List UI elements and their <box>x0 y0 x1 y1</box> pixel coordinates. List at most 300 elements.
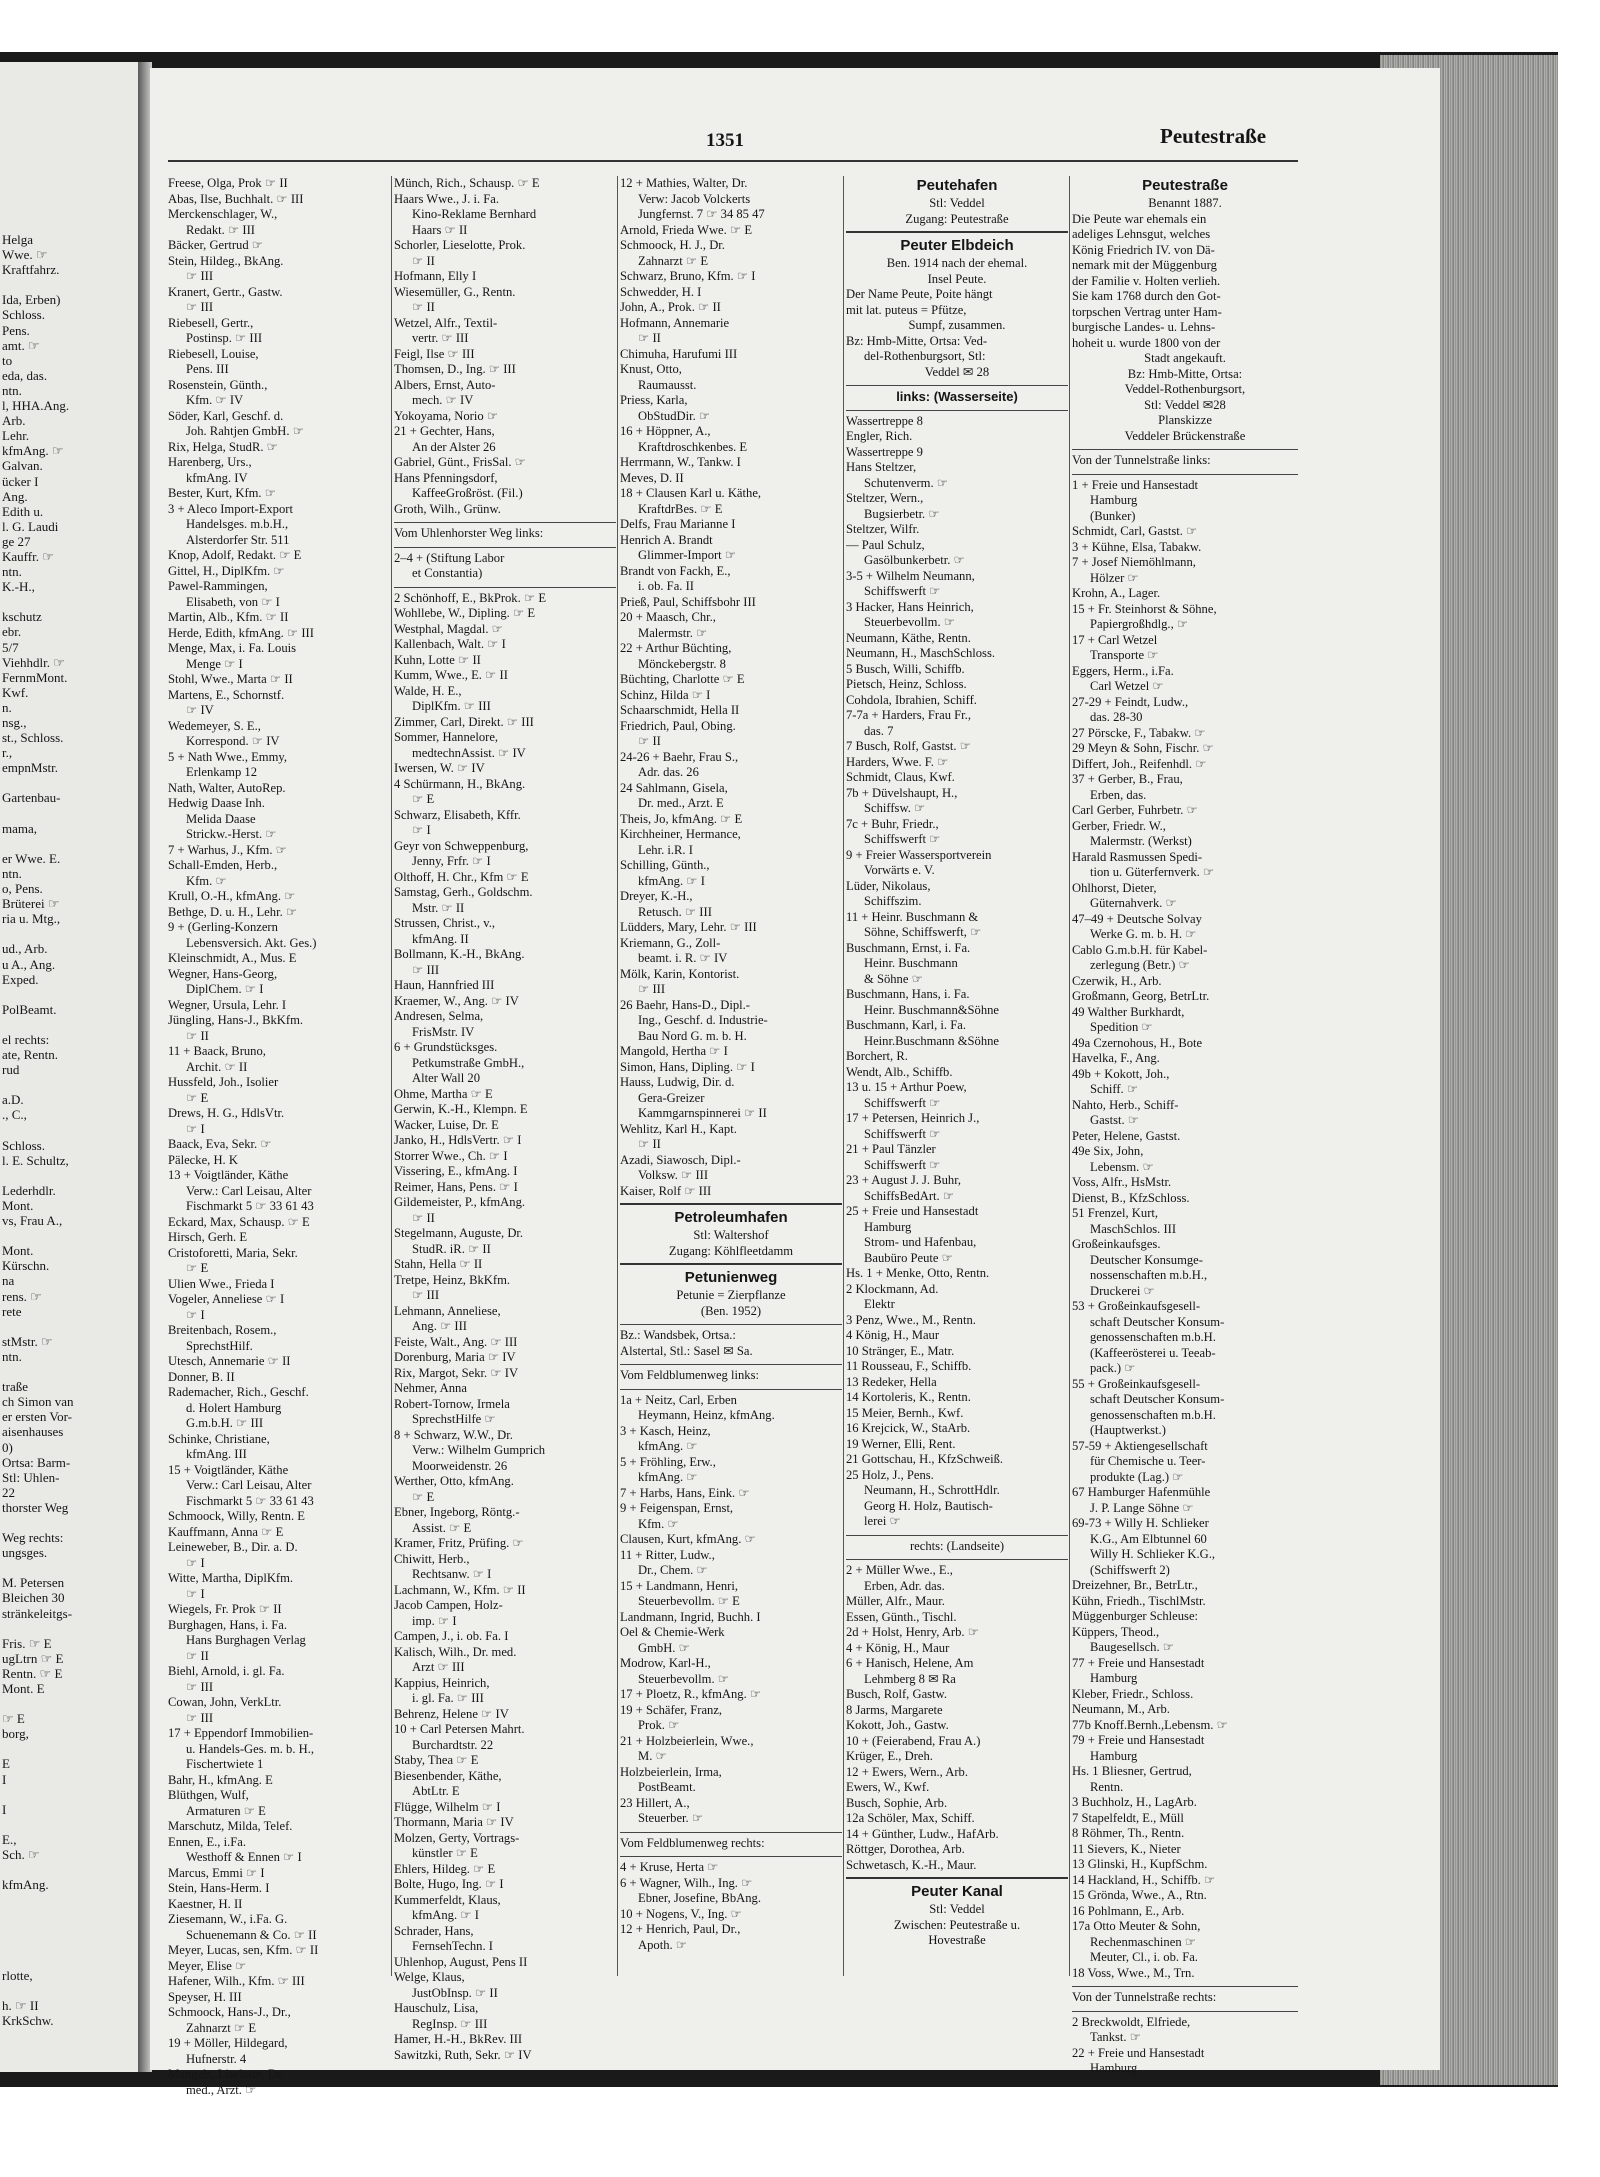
left-fragment-line: Kraftfahrz. <box>2 262 60 278</box>
entry-line: 7-7a + Harders, Frau Fr., <box>846 708 971 722</box>
left-fragment-line <box>2 1953 136 1968</box>
entry-line: 6 + Wagner, Wilh., Ing. ☞ <box>620 1875 753 1890</box>
entry-line: Harenberg, Urs., <box>168 455 252 469</box>
left-fragment-line: ., C., <box>2 1107 27 1123</box>
entry-continuation: Fischmarkt 5 ☞ 33 61 43 <box>186 1493 314 1508</box>
left-fragment-line: Helga <box>2 232 34 247</box>
entry-line: Knop, Adolf, Redakt. ☞ E <box>168 548 302 562</box>
entry-line: 21 + Gechter, Hans, <box>394 424 495 438</box>
left-fragment-line: K.-H., <box>2 579 35 595</box>
left-fragment-line: Stl: Uhlen- <box>2 1469 60 1485</box>
left-fragment-line: l. E. Schultz, <box>2 1152 69 1168</box>
entry-line: Robert-Tornow, Irmela <box>394 1396 510 1411</box>
centered-note: Benannt 1887. <box>1148 196 1222 210</box>
entry-line: Stein, Hans-Herm. I <box>168 1881 270 1895</box>
entry-continuation: Güternahverk. ☞ <box>1090 896 1177 910</box>
entry-line: 5 + Nath Wwe., Emmy, <box>168 749 288 764</box>
entry-continuation: pack.) ☞ <box>1090 1361 1136 1375</box>
rule-line <box>620 1389 842 1390</box>
entry-line: Hans Steltzer, <box>846 460 917 474</box>
entry-line: Buschmann, Hans, i. Fa. <box>846 987 970 1001</box>
entry-continuation: ☞ E <box>186 1261 209 1275</box>
entry-line: 67 Hamburger Hafenmühle <box>1072 1485 1211 1499</box>
entry-line: 16 Krejcick, W., StaArb. <box>846 1421 971 1435</box>
entry-line: Riebesell, Gertr., <box>168 315 254 330</box>
entry-line: hoheit u. wurde 1800 von der <box>1072 335 1221 350</box>
entry-continuation: das. 7 <box>864 723 894 738</box>
street-heading: Petunienweg <box>684 1269 778 1286</box>
entry-continuation: Steuerber. ☞ <box>638 1811 704 1825</box>
entry-line: Werther, Otto, kfmAng. <box>394 1474 514 1488</box>
entry-line: 2d + Holst, Henry, Arb. ☞ <box>846 1625 980 1639</box>
entry-continuation: Steuerbevollm. ☞ <box>864 615 956 629</box>
entry-line: Wendt, Alb., Schiffb. <box>846 1064 953 1079</box>
left-fragment-line <box>2 1923 136 1938</box>
entry-line: Landmann, Ingrid, Buchh. I <box>620 1609 761 1624</box>
entry-line: Brandt von Fackh, E., <box>620 563 731 578</box>
entry-line: 18 + Clausen Karl u. Käthe, <box>620 486 762 500</box>
column-divider <box>1069 176 1070 1976</box>
entry-line: Wedemeyer, S. E., <box>168 718 261 733</box>
column-5 <box>1072 176 1298 2077</box>
entry-continuation: Joh. Rahtjen GmbH. ☞ <box>186 424 304 438</box>
entry-line: torpschen Vertrag unter Ham- <box>1072 304 1222 319</box>
entry-continuation: kfmAng. ☞ I <box>412 1908 479 1922</box>
entry-line: Wassertreppe 9 <box>846 444 923 459</box>
entry-continuation: Hans Burghagen Verlag <box>186 1633 306 1647</box>
entry-continuation: ☞ III <box>186 300 214 314</box>
entry-line: 21 Gottschau, H., KfzSchweiß. <box>846 1452 1004 1466</box>
entry-line: Großmann, Georg, BetrLtr. <box>1072 989 1210 1003</box>
entry-line: Hamer, H.-H., BkRev. III <box>394 2032 523 2046</box>
entry-line: Czerwik, H., Arb. <box>1072 973 1162 988</box>
entry-continuation: Söhne, Schiffswerft, ☞ <box>864 925 982 939</box>
left-fragment-line: ungsges. <box>2 1545 48 1561</box>
entry-line: 49e Six, John, <box>1072 1144 1144 1158</box>
left-fragment-line: Kürschn. <box>2 1258 50 1274</box>
left-fragment-line: er ersten Vor- <box>2 1409 73 1425</box>
entry-line: Bester, Kurt, Kfm. ☞ <box>168 486 277 500</box>
entry-continuation: lerei ☞ <box>864 1514 901 1528</box>
entry-line: Hs. 1 Bliesner, Gertrud, <box>1072 1764 1192 1778</box>
left-fragment-line <box>2 1696 136 1711</box>
entry-line: Biehl, Arnold, i. gl. Fa. <box>168 1664 285 1678</box>
entry-line: Dorenburg, Maria ☞ IV <box>394 1350 516 1364</box>
entry-line: Dreyer, K.-H., <box>620 889 693 903</box>
entry-line: Steltzer, Wilfr. <box>846 522 920 536</box>
entry-line: 79 + Freie und Hansestadt <box>1072 1733 1205 1747</box>
entry-line: Kokott, Joh., Gastw. <box>846 1718 949 1732</box>
entry-line: Oel & Chemie-Werk <box>620 1625 725 1639</box>
left-fragment-line: Ang. <box>2 488 28 504</box>
centered-note: rechts: (Landseite) <box>909 1538 1005 1553</box>
entry-continuation: Fischmarkt 5 ☞ 33 61 43 <box>186 1199 314 1213</box>
left-fragment-line: I <box>2 1801 7 1817</box>
entry-continuation: Hamburg <box>1090 493 1138 507</box>
entry-line: Groth, Wilh., Grünw. <box>394 501 501 516</box>
left-fragment-line: Fris. ☞ E <box>2 1635 52 1651</box>
entry-line: Schmidt, Carl, Gastst. ☞ <box>1072 524 1198 538</box>
entry-continuation: Archit. ☞ II <box>186 1059 248 1074</box>
entry-continuation: et Constantia) <box>412 566 483 580</box>
rule-line <box>846 410 1068 411</box>
entry-line: 15 Grönda, Wwe., A., Rtn. <box>1072 1888 1207 1902</box>
entry-line: 24 Sahlmann, Gisela, <box>620 780 728 795</box>
entry-line: Kleber, Friedr., Schloss. <box>1072 1686 1194 1701</box>
entry-continuation: Heinr.Buschmann &Söhne <box>864 1033 1000 1048</box>
rule-line <box>846 231 1068 233</box>
entry-line: Donner, B. II <box>168 1369 235 1384</box>
entry-line: Sawitzki, Ruth, Sekr. ☞ IV <box>394 2047 532 2062</box>
left-fragment-line: Schloss. <box>2 1137 45 1153</box>
entry-line: 3 Hacker, Hans Heinrich, <box>846 599 974 614</box>
entry-line: Sie kam 1768 durch den Got- <box>1072 289 1221 303</box>
entry-line: Harald Rasmussen Spedi- <box>1072 849 1203 864</box>
rule-line <box>620 1832 842 1833</box>
rule-line <box>1072 1986 1298 1987</box>
left-fragment-line <box>2 1319 136 1334</box>
centered-note: Petunie = Zierpflanze <box>676 1288 786 1302</box>
entry-line: Schinke, Christiane, <box>168 1431 270 1446</box>
rule-line <box>846 1877 1068 1879</box>
entry-continuation: Steuerbevollm. ☞ <box>638 1671 730 1686</box>
entry-continuation: Prok. ☞ <box>638 1718 680 1732</box>
entry-line: Voss, Alfr., HsMstr. <box>1072 1175 1172 1189</box>
entry-line: Feigl, Ilse ☞ III <box>394 346 475 361</box>
entry-line: Stohl, Wwe., Marta ☞ II <box>168 672 293 686</box>
entry-continuation: Pens. III <box>186 362 229 376</box>
entry-line: Vom Feldblumenweg rechts: <box>620 1835 765 1850</box>
left-fragment-line: Exped. <box>2 971 39 987</box>
entry-line: Hedwig Daase Inh. <box>168 796 265 810</box>
entry-continuation: ObStudDir. ☞ <box>638 408 711 423</box>
entry-line: John, A., Prok. ☞ II <box>620 300 721 314</box>
left-fragment-line: ch Simon van <box>2 1394 74 1410</box>
entry-line: Baack, Eva, Sekr. ☞ <box>168 1137 272 1151</box>
entry-line: Schinz, Hilda ☞ I <box>620 687 711 702</box>
entry-continuation: Hamburg <box>864 1219 912 1234</box>
entry-line: Bäcker, Gertrud ☞ <box>168 238 264 252</box>
column-4 <box>846 176 1068 1949</box>
entry-line: 14 Kortoleris, K., Rentn. <box>846 1390 971 1404</box>
entry-continuation: Willy H. Schlieker K.G., <box>1090 1547 1216 1561</box>
entry-continuation: Steuerbevollm. ☞ E <box>638 1594 740 1608</box>
entry-line: 3-5 + Wilhelm Neumann, <box>846 568 975 583</box>
left-fragment-line <box>2 1817 136 1832</box>
entry-continuation: FernsehTechn. I <box>412 1939 493 1953</box>
left-fragment-line <box>2 1741 136 1756</box>
entry-continuation: MaschSchlos. III <box>1090 1221 1177 1236</box>
entry-continuation: kfmAng. ☞ <box>638 1470 698 1484</box>
entry-continuation: Verw.: Carl Leisau, Alter <box>186 1478 312 1492</box>
entry-continuation: DiplChem. ☞ I <box>186 982 264 996</box>
entry-line: Rix, Helga, StudR. ☞ <box>168 439 278 454</box>
entry-continuation: Ebner, Josefine, BbAng. <box>638 1891 761 1905</box>
rule-line <box>846 1559 1068 1560</box>
centered-note: Zugang: Köhlfleetdamm <box>668 1243 794 1258</box>
entry-line: Leineweber, B., Dir. a. D. <box>168 1540 298 1554</box>
left-fragment-line: ria u. Mtg., <box>2 911 61 927</box>
entry-line: Andresen, Selma, <box>394 1009 484 1023</box>
left-fragment-line: ud., Arb. <box>2 941 48 957</box>
entry-continuation: zerlegung (Betr.) ☞ <box>1090 958 1190 972</box>
centered-note: (Ben. 1952) <box>700 1303 762 1318</box>
entry-continuation: Erben, Adr. das. <box>864 1578 945 1593</box>
entry-continuation: GmbH. ☞ <box>638 1640 690 1655</box>
running-head: Peutestraße <box>1160 124 1267 148</box>
entry-line: 77b Knoff.Bernh.,Lebensm. ☞ <box>1072 1717 1228 1732</box>
entry-line: 4 Schürmann, H., BkAng. <box>394 776 526 791</box>
entry-line: Müggenburger Schleuse: <box>1072 1609 1199 1623</box>
entry-line: Ewers, W., Kwf. <box>846 1780 930 1794</box>
entry-line: Zimmer, Carl, Direkt. ☞ III <box>394 714 534 729</box>
entry-continuation: Schiffsw. ☞ <box>864 801 926 815</box>
entry-continuation: ☞ I <box>186 1586 205 1601</box>
left-fragment-line: kfmAng. ☞ <box>2 443 64 459</box>
left-fragment-line: l, HHA.Ang. <box>2 398 70 414</box>
entry-continuation: Kfm. ☞ <box>638 1516 679 1531</box>
entry-line: Hussfeld, Joh., Isolier <box>168 1075 279 1089</box>
left-fragment-line <box>2 836 136 851</box>
left-fragment-line: rlotte, <box>2 1967 33 1983</box>
entry-continuation: ☞ I <box>186 1307 205 1322</box>
entry-continuation: Meuter, Cl., i. ob. Fa. <box>1090 1950 1198 1964</box>
left-fragment-line: ge 27 <box>2 533 31 549</box>
entry-line: Kirchheiner, Hermance, <box>620 827 741 841</box>
entry-line: 53 + Großeinkaufsgesell- <box>1072 1299 1201 1313</box>
entry-line: Engler, Rich. <box>846 429 913 443</box>
entry-line: 9 + Freier Wassersportverein <box>846 847 992 862</box>
entry-line: Schmidt, Claus, Kwf. <box>846 770 955 784</box>
entry-line: 3 Buchholz, H., LagArb. <box>1072 1795 1197 1809</box>
entry-continuation: ☞ II <box>638 331 661 345</box>
left-fragment-line: ntn. <box>2 1348 22 1364</box>
entry-continuation: ☞ IV <box>186 703 214 717</box>
entry-line: Wiegels, Fr. Prok ☞ II <box>168 1602 282 1616</box>
entry-continuation: Carl Wetzel ☞ <box>1090 679 1164 693</box>
entry-line: Hauss, Ludwig, Dir. d. <box>620 1075 735 1089</box>
left-fragment-line: er Wwe. E. <box>2 850 61 866</box>
entry-line: Bethge, D. u. H., Lehr. ☞ <box>168 904 298 919</box>
entry-continuation: SprechstHilf. <box>186 1338 253 1353</box>
entry-line: 11 + Heinr. Buschmann & <box>846 909 979 924</box>
entry-continuation: Neumann, H., SchrottHdlr. <box>864 1483 1000 1497</box>
entry-line: Kumm, Wwe., E. ☞ II <box>394 668 508 682</box>
entry-continuation: ☞ II <box>412 300 435 314</box>
entry-line: Nath, Walter, AutoRep. <box>168 780 286 795</box>
entry-line: Chimuha, Harufumi III <box>620 346 738 361</box>
entry-continuation: FrisMstr. IV <box>412 1024 475 1039</box>
entry-line: Marcus, Emmi ☞ I <box>168 1865 265 1880</box>
entry-continuation: schaft Deutscher Konsum- <box>1090 1314 1225 1329</box>
entry-line: 8 + Schwarz, W.W., Dr. <box>394 1427 513 1442</box>
entry-line: 3 + Kasch, Heinz, <box>620 1423 711 1438</box>
entry-line: 19 + Schäfer, Franz, <box>620 1702 723 1717</box>
entry-continuation: d. Holert Hamburg <box>186 1400 282 1415</box>
entry-line: Bz.: Wandsbek, Ortsa.: <box>620 1328 736 1342</box>
entry-continuation: vertr. ☞ III <box>412 331 469 345</box>
entry-line: Behrenz, Helene ☞ IV <box>394 1706 509 1721</box>
entry-continuation: Assist. ☞ E <box>412 1520 472 1535</box>
street-heading: Peuter Kanal <box>911 1883 1003 1900</box>
column-2 <box>394 176 616 2063</box>
entry-line: Albers, Ernst, Auto- <box>394 377 496 392</box>
left-fragment-line: rud <box>2 1062 20 1078</box>
entry-line: 4 + Kruse, Herta ☞ <box>620 1860 719 1874</box>
entry-line: Chiwitt, Herb., <box>394 1551 470 1566</box>
entry-line: Campen, J., i. ob. Fa. I <box>394 1629 509 1643</box>
left-fragment-line: ntn. <box>2 865 22 881</box>
entry-line: Marschutz, Milda, Telef. <box>168 1819 293 1833</box>
left-fragment-line: nsg., <box>2 715 27 730</box>
entry-line: Die Peute war ehemals ein <box>1072 211 1207 226</box>
entry-line: Harders, Wwe. F. ☞ <box>846 754 949 769</box>
entry-continuation: ☞ III <box>186 1710 214 1725</box>
entry-continuation: Baubüro Peute ☞ <box>864 1250 953 1265</box>
entry-line: Kraemer, W., Ang. ☞ IV <box>394 993 519 1008</box>
left-fragment-line: ate, Rentn. <box>2 1047 58 1063</box>
entry-continuation: An der Alster 26 <box>412 439 496 454</box>
entry-continuation: beamt. i. R. ☞ IV <box>638 951 728 965</box>
entry-line: Kaiser, Rolf ☞ III <box>620 1183 712 1198</box>
entry-line: Havelka, F., Ang. <box>1072 1051 1160 1065</box>
entry-continuation: Transporte ☞ <box>1090 648 1159 662</box>
entry-continuation: Hölzer ☞ <box>1090 570 1139 585</box>
entry-line: 17 + Eppendorf Immobilien- <box>168 1726 314 1740</box>
entry-line: 12 + Henrich, Paul, Dr., <box>620 1922 741 1936</box>
entry-line: Büchting, Charlotte ☞ E <box>620 672 745 686</box>
entry-line: 2 Klockmann, Ad. <box>846 1281 939 1296</box>
entry-line: 7 + Harbs, Hans, Eink. ☞ <box>620 1485 750 1500</box>
entry-line: Hauschulz, Lisa, <box>394 2001 479 2015</box>
rule-line <box>394 547 616 548</box>
left-fragment-line: u A., Ang. <box>2 956 56 972</box>
left-fragment-line <box>2 1983 136 1998</box>
column-1 <box>168 176 390 2098</box>
entry-line: burgische Landes- u. Lehns- <box>1072 320 1216 334</box>
entry-line: Abas, Ilse, Buchhalt. ☞ III <box>168 191 304 206</box>
entry-continuation: ☞ E <box>412 792 435 806</box>
left-fragment-line: Weg rechts: <box>2 1530 64 1546</box>
centered-note: Hovestraße <box>928 1933 986 1947</box>
entry-line: Hirsch, Gerh. E <box>168 1230 248 1244</box>
left-fragment-line: el rechts: <box>2 1031 50 1047</box>
entry-continuation: Strickw.-Herst. ☞ <box>186 827 277 841</box>
left-fragment-line: st., Schloss. <box>2 730 64 746</box>
entry-line: 22 + Arthur Büchting, <box>620 641 732 655</box>
entry-line: Kauffmann, Anna ☞ E <box>168 1524 284 1539</box>
entry-continuation: SchiffsBedArt. ☞ <box>864 1188 955 1203</box>
left-fragment-line: Bleichen 30 <box>2 1590 65 1606</box>
entry-continuation: Ing., Geschf. d. Industrie- <box>638 1013 768 1027</box>
entry-continuation: Jenny, Frfr. ☞ I <box>412 854 491 868</box>
entry-line: 4 + König, H., Maur <box>846 1640 950 1655</box>
left-fragment-line: stMstr. ☞ <box>2 1333 53 1349</box>
entry-continuation: Verw.: Wilhelm Gumprich <box>412 1443 546 1457</box>
entry-line: Hs. 1 + Menke, Otto, Rentn. <box>846 1266 990 1280</box>
entry-line: Bahr, H., kfmAng. E <box>168 1772 273 1787</box>
entry-continuation: ☞ II <box>186 1028 209 1043</box>
left-fragment-line: PolBeamt. <box>2 1001 57 1017</box>
entry-continuation: (Schiffswerft 2) <box>1090 1562 1170 1577</box>
left-page-text-fragments <box>2 232 136 2028</box>
entry-line: 21 + Holzbeierlein, Wwe., <box>620 1733 754 1748</box>
entry-continuation: del-Rothenburgsort, Stl: <box>864 349 986 363</box>
entry-line: Knust, Otto, <box>620 362 682 376</box>
entry-line: 22 + Freie und Hansestadt <box>1072 2045 1205 2060</box>
entry-line: 7b + Düvelshaupt, H., <box>846 785 958 800</box>
left-fragment-line <box>2 1621 136 1636</box>
entry-line: 10 + (Feierabend, Frau A.) <box>846 1733 981 1748</box>
column-divider <box>391 176 392 1976</box>
left-fragment-line <box>2 1938 136 1953</box>
entry-continuation: (Bunker) <box>1090 508 1136 523</box>
entry-line: Wacker, Luise, Dr. E <box>394 1117 499 1132</box>
entry-line: Thormann, Maria ☞ IV <box>394 1815 514 1829</box>
entry-continuation: Schiffswerft ☞ <box>864 584 941 598</box>
entry-line: 47–49 + Deutsche Solvay <box>1072 911 1202 926</box>
entry-line: 13 + Voigtländer, Käthe <box>168 1168 289 1182</box>
entry-continuation: Spedition ☞ <box>1090 1020 1153 1034</box>
entry-line: 7 + Warhus, J., Kfm. ☞ <box>168 842 287 857</box>
entry-continuation: Papiergroßhdlg., ☞ <box>1090 617 1189 631</box>
left-fragment-line: 0) <box>2 1439 13 1455</box>
entry-continuation: Westhoff & Ennen ☞ I <box>186 1850 302 1864</box>
centered-note: Stadt angekauft. <box>1144 351 1226 365</box>
entry-line: Vom Feldblumenweg links: <box>620 1368 759 1382</box>
entry-continuation: das. 28-30 <box>1090 710 1143 724</box>
entry-line: Uhlenhop, August, Pens II <box>394 1954 528 1969</box>
entry-continuation: Heinr. Buschmann <box>864 956 958 970</box>
entry-line: 17 + Ploetz, R., kfmAng. ☞ <box>620 1687 762 1701</box>
entry-line: 55 + Großeinkaufsgesell- <box>1072 1376 1201 1391</box>
entry-continuation: Verw: Jacob Volckerts <box>638 191 751 206</box>
left-fragment-line: FernmMont. <box>2 669 68 685</box>
entry-continuation: Haars ☞ II <box>412 222 468 237</box>
entry-line: Burghagen, Hans, i. Fa. <box>168 1617 288 1632</box>
entry-line: Der Name Peute, Poite hängt <box>846 287 993 301</box>
entry-continuation: Volksw. ☞ III <box>638 1168 709 1182</box>
entry-line: Rix, Margot, Sekr. ☞ IV <box>394 1365 519 1380</box>
entry-line: Tretpe, Heinz, BkKfm. <box>394 1272 511 1287</box>
entry-line: Kallenbach, Walt. ☞ I <box>394 637 506 651</box>
entry-line: Schwetasch, K.-H., Maur. <box>846 1857 977 1872</box>
entry-line: 27 Pörscke, F., Tabakw. ☞ <box>1072 725 1206 740</box>
entry-continuation: Tankst. ☞ <box>1090 2030 1141 2044</box>
column-divider <box>843 176 844 1976</box>
entry-continuation: Schiffswerft ☞ <box>864 1126 941 1141</box>
entry-line: 49 Walther Burkhardt, <box>1072 1004 1185 1019</box>
left-fragment-line: amt. ☞ <box>2 337 40 353</box>
entry-continuation: Lehr. i.R. I <box>638 842 693 857</box>
left-fragment-line: Wwe. ☞ <box>2 247 48 263</box>
entry-continuation: ☞ III <box>412 962 440 977</box>
entry-line: Ziesemann, W., i.Fa. G. <box>168 1912 288 1926</box>
entry-line: 11 Sievers, K., Nieter <box>1072 1841 1181 1856</box>
rule-line <box>394 522 616 523</box>
left-fragment-line: mama, <box>2 820 38 836</box>
entry-line: 7 Busch, Rolf, Gastst. ☞ <box>846 739 971 753</box>
entry-line: Schall-Emden, Herb., <box>168 858 278 872</box>
left-fragment-line: Sch. ☞ <box>2 1847 40 1863</box>
left-fragment-line: Schloss. <box>2 307 45 323</box>
left-fragment-line: Mont. E <box>2 1681 45 1696</box>
entry-continuation: kfmAng. ☞ <box>638 1439 698 1453</box>
street-heading: Peutehafen <box>916 177 998 194</box>
entry-line: Münch, Rich., Schausp. ☞ E <box>394 176 540 190</box>
entry-line: Iwersen, W. ☞ IV <box>394 761 485 775</box>
entry-continuation: Alter Wall 20 <box>412 1071 481 1085</box>
